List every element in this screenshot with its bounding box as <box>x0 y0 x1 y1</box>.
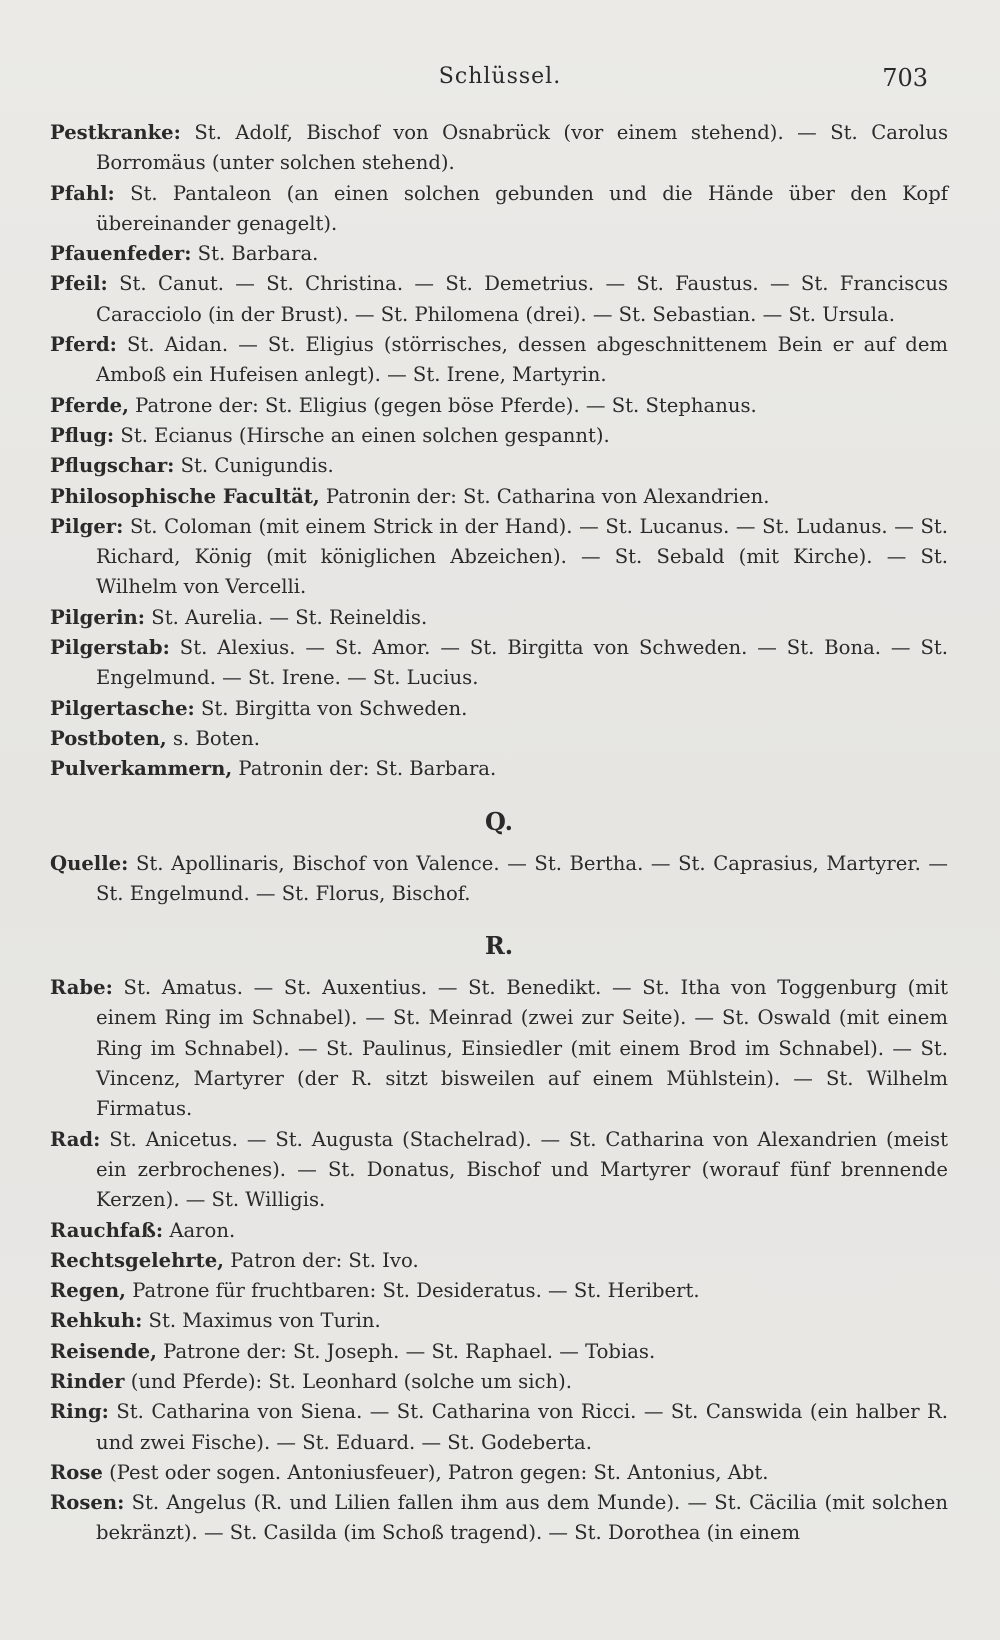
entry-text: St. Aidan. — St. Eligius (störrisches, dessen abgeschnittenem Bein er auf dem Amboß ein Hufeisen anlegt). — St. Irene, Martyrin. <box>96 333 948 387</box>
entry-headword: Pflug: <box>50 423 115 447</box>
entry-headword: Pfauenfeder: <box>50 242 192 266</box>
index-entry <box>50 1458 948 1488</box>
index-entry <box>50 1125 948 1216</box>
entry-headword: Rabe: <box>50 976 113 1000</box>
index-entry <box>50 451 948 481</box>
index-entry <box>50 1276 948 1306</box>
entry-text: s. Boten. <box>166 726 260 750</box>
index-entry <box>50 754 948 784</box>
entry-headword: Pilgerin: <box>50 605 146 629</box>
index-entry <box>50 391 948 421</box>
index-entry <box>50 1216 948 1246</box>
entry-text: St. Aurelia. — St. Reineldis. <box>145 605 428 629</box>
index-entry <box>50 1306 948 1336</box>
entry-text: St. Adolf, Bischof von Osnabrück (vor einem stehend). — St. Carolus Borromäus (unter solchen stehend). <box>96 121 948 175</box>
index-entry <box>50 482 948 512</box>
entry-headword: Ring: <box>50 1400 109 1424</box>
entry-text: St. Catharina von Siena. — St. Catharina von Ricci. — St. Canswida (ein halber R. und zwei Fische). — St. Eduard. — St. Godeberta. <box>96 1400 948 1454</box>
index-entry <box>50 179 948 240</box>
index-entry <box>50 421 948 451</box>
entry-text: St. Barbara. <box>191 242 319 266</box>
entries-p <box>50 118 948 785</box>
entry-headword: Pferde, <box>50 393 129 417</box>
entry-text: St. Ecianus (Hirsche an einen solchen gespannt). <box>114 423 610 447</box>
entry-headword: Reisende, <box>50 1339 157 1363</box>
entry-headword: Pilgerstab: <box>50 636 170 660</box>
entry-headword: Pilger: <box>50 514 124 538</box>
page-number: 703 <box>882 64 928 92</box>
entry-text: St. Canut. — St. Christina. — St. Demetrius. — St. Faustus. — St. Franciscus Caracciolo (in der Brust). — St. Philomena (drei). — St. Sebastian. — St. Ursula. <box>96 272 948 326</box>
entry-headword: Pilgertasche: <box>50 696 195 720</box>
entry-text: St. Cunigundis. <box>174 454 334 478</box>
entry-text: Patrone der: St. Eligius (gegen böse Pferde). — St. Stephanus. <box>128 393 757 417</box>
index-entry <box>50 694 948 724</box>
entry-headword: Rechtsgelehrte, <box>50 1248 224 1272</box>
index-entry <box>50 724 948 754</box>
entry-headword: Pulverkammern, <box>50 757 233 781</box>
entry-headword: Rauchfaß: <box>50 1218 164 1242</box>
entry-text: Aaron. <box>163 1218 236 1242</box>
entry-headword: Rosen: <box>50 1491 125 1515</box>
entry-text: St. Angelus (R. und Lilien fallen ihm aus dem Munde). — St. Cäcilia (mit solchen bekränzt). — St. Casilda (im Schoß tragend). — St. Dorothea (in einem <box>96 1491 948 1545</box>
entry-headword: Rinder <box>50 1369 125 1393</box>
page-header <box>0 64 1000 98</box>
entry-text: St. Coloman (mit einem Strick in der Hand). — St. Lucanus. — St. Ludanus. — St. Richard, König (mit königlichen Abzeichen). — St. Sebald (mit Kirche). — St. Wilhelm von Vercelli. <box>96 514 948 599</box>
entry-headword: Quelle: <box>50 851 129 875</box>
entry-text: Patronin der: St. Catharina von Alexandrien. <box>319 484 770 508</box>
index-entry <box>50 1488 948 1549</box>
entry-headword: Rehkuh: <box>50 1309 143 1333</box>
index-entry <box>50 1337 948 1367</box>
entry-headword: Pfahl: <box>50 181 115 205</box>
index-entry <box>50 849 948 910</box>
section-heading-q: Q. <box>484 806 514 836</box>
entry-headword: Rose <box>50 1460 103 1484</box>
index-entry <box>50 118 948 179</box>
entry-text: Patronin der: St. Barbara. <box>232 757 497 781</box>
entry-text: St. Anicetus. — St. Augusta (Stachelrad). — St. Catharina von Alexandrien (meist ein zerbrochenes). — St. Donatus, Bischof und Martyrer (worauf fünf brennende Kerzen). — St. Willigis. <box>96 1127 948 1212</box>
entry-headword: Regen, <box>50 1279 126 1303</box>
entry-headword: Postboten, <box>50 726 167 750</box>
entry-text: Patrone der: St. Joseph. — St. Raphael. — Tobias. <box>156 1339 656 1363</box>
entry-text: (und Pferde): St. Leonhard (solche um sich). <box>124 1369 572 1393</box>
page-body <box>50 118 948 1549</box>
index-entry <box>50 633 948 694</box>
entry-text: St. Birgitta von Schweden. <box>194 696 468 720</box>
index-entry <box>50 1367 948 1397</box>
entry-text: St. Amatus. — St. Auxentius. — St. Benedikt. — St. Itha von Toggenburg (mit einem Ring im Schnabel). — St. Meinrad (zwei zur Seite). — St. Oswald (mit einem Ring im Schnabel). — St. Paulinus, Einsiedler (mit einem Brod im Schnabel). — St. Vincenz, Martyrer (der R. sitzt bisweilen auf einem Mühlstein). — St. Wilhelm Firmatus. <box>96 976 948 1121</box>
index-entry <box>50 512 948 603</box>
index-entry <box>50 330 948 391</box>
section-heading-r: R. <box>484 931 514 961</box>
entry-text: St. Apollinaris, Bischof von Valence. — St. Bertha. — St. Caprasius, Martyrer. — St. Engelmund. — St. Florus, Bischof. <box>96 851 948 905</box>
entry-text: Patron der: St. Ivo. <box>224 1248 419 1272</box>
index-entry <box>50 1246 948 1276</box>
entry-headword: Rad: <box>50 1127 101 1151</box>
index-entry <box>50 1397 948 1458</box>
index-entry <box>50 603 948 633</box>
entry-text: St. Maximus von Turin. <box>142 1309 381 1333</box>
index-entry <box>50 269 948 330</box>
entry-text: (Pest oder sogen. Antoniusfeuer), Patron gegen: St. Antonius, Abt. <box>102 1460 769 1484</box>
entry-text: St. Pantaleon (an einen solchen gebunden und die Hände über den Kopf übereinander genagelt). <box>96 181 948 235</box>
entry-headword: Pfeil: <box>50 272 108 296</box>
entries-r <box>50 973 948 1549</box>
entry-text: Patrone für fruchtbaren: St. Desideratus. — St. Heribert. <box>125 1279 700 1303</box>
entry-text: St. Alexius. — St. Amor. — St. Birgitta von Schweden. — St. Bona. — St. Engelmund. — St. Irene. — St. Lucius. <box>96 636 948 690</box>
index-entry <box>50 973 948 1124</box>
entry-headword: Pflugschar: <box>50 454 175 478</box>
entry-headword: Pestkranke: <box>50 121 181 144</box>
running-head: Schlüssel. <box>438 64 562 89</box>
entries-q <box>50 849 948 910</box>
index-entry <box>50 239 948 269</box>
entry-headword: Philosophische Facultät, <box>50 484 320 508</box>
entry-headword: Pferd: <box>50 333 117 357</box>
